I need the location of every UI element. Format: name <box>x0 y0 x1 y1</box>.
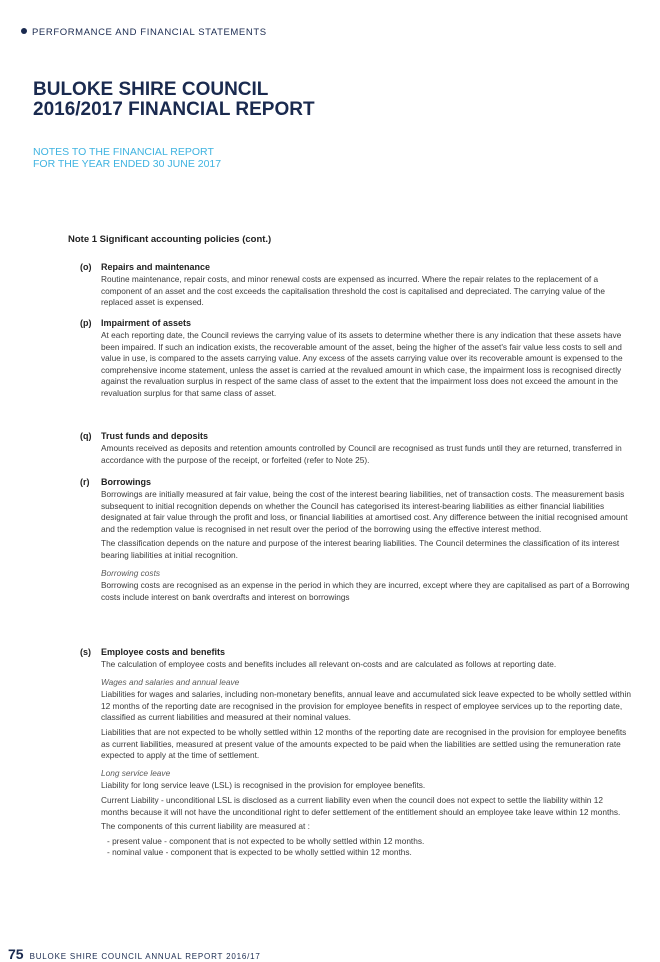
list-item: - nominal value - component that is expected to be wholly settled within 12 months. <box>107 847 412 858</box>
section-paragraph: Liabilities that are not expected to be wholly settled within 12 months of the reporting date are recognised in the provision for employee benefits as current liabilities, measured at present value of the amounts expected to be paid when the liabilities are settled using the remuneration rate expected to apply at the time of settlement. <box>101 726 627 761</box>
section-paragraph: Borrowings are initially measured at fair value, being the cost of the interest bearing liabilities, net of transaction costs. The measurement basis subsequent to initial recognition depends on whether the Council has categorised its interest-bearing liabilities as either financial liabilities designated at fair value through the profit and loss, or financial liabilities at amortised cost. Any difference between the initial recognised amount and the redemption value is recognised in net result over the period of the borrowing using the effective interest method. <box>101 489 628 534</box>
section-paragraph: The components of this current liability are measured at : <box>101 821 310 832</box>
report-title <box>33 80 315 120</box>
report-subtitle-line2: FOR THE YEAR ENDED 30 JUNE 2017 <box>33 158 222 170</box>
running-head-text: PERFORMANCE AND FINANCIAL STATEMENTS <box>32 27 267 38</box>
section-heading: Repairs and maintenance <box>101 262 211 272</box>
section-letter: (q) <box>80 431 92 441</box>
section-paragraph: The classification depends on the nature and purpose of the interest bearing liabilities. The Council determines the classification of its interest bearing liabilities at initial recognition. <box>101 538 620 560</box>
list-item: - present value - component that is not expected to be wholly settled within 12 months. <box>107 835 425 846</box>
section-paragraph: Borrowing costs are recognised as an expense in the period in which they are incurred, except where they are capitalised as part of a Borrowing costs include interest on bank overdrafts and interest on borrowings <box>101 580 630 602</box>
section-paragraph: Routine maintenance, repair costs, and minor renewal costs are expensed as incurred. Where the repair relates to the replacement of a component of an asset and the cost exceeds the capitalisation threshold the cost is capitalised and depreciated. The carrying value of the replaced asset is expensed. <box>101 274 605 308</box>
section-trust-funds <box>80 431 632 477</box>
footer-text: BULOKE SHIRE COUNCIL ANNUAL REPORT 2016/17 <box>29 952 261 961</box>
section-subheading: Wages and salaries and annual leave <box>101 676 240 687</box>
section-letter: (o) <box>80 262 92 272</box>
section-paragraph: The calculation of employee costs and benefits includes all relevant on-costs and are calculated as follows at reporting date. <box>101 659 557 669</box>
section-heading: Impairment of assets <box>101 318 192 328</box>
section-paragraph: Current Liability - unconditional LSL is disclosed as a current liability even when the council does not expect to settle the liability within 12 months because it will not have the unconditional right to defer settlement of the entitlement should an employee take leave within 12 months. <box>101 794 621 817</box>
section-subheading: Long service leave <box>101 767 171 778</box>
page-footer <box>8 946 261 962</box>
section-paragraph: Liability for long service leave (LSL) is recognised in the provision for employee benefits. <box>101 780 426 791</box>
section-paragraph: Amounts received as deposits and retention amounts controlled by Council are recognised as trust funds until they are returned, transferred in accordance with the purpose of the receipt, or forfeited (refer to Note 25). <box>101 443 622 465</box>
page-number: 75 <box>8 946 24 962</box>
report-subtitle <box>33 146 221 170</box>
section-letter: (p) <box>80 318 92 328</box>
report-subtitle-line1: NOTES TO THE FINANCIAL REPORT <box>33 146 214 158</box>
section-employee-costs <box>80 647 632 859</box>
section-heading: Employee costs and benefits <box>101 647 226 657</box>
section-borrowings <box>80 477 632 647</box>
section-letter: (r) <box>80 477 90 487</box>
section-paragraph: Liabilities for wages and salaries, including non-monetary benefits, annual leave and accumulated sick leave expected to be wholly settled within 12 months of the reporting date are recognised in the provision for employee benefits in respect of employee services up to the reporting date, classified as current liabilities and measured at their nominal values. <box>101 689 631 723</box>
section-heading: Trust funds and deposits <box>101 431 209 441</box>
report-title-line1: BULOKE SHIRE COUNCIL <box>33 79 269 100</box>
section-repairs-maintenance <box>80 262 632 318</box>
section-paragraph: At each reporting date, the Council reviews the carrying value of its assets to determine whether there is any indication that these assets have been impaired. If such an indication exists, the recoverable amount of the asset, being the higher of the asset's fair value less costs to sell and value in use, is compared to the assets carrying value. Any excess of the assets carrying value over its recoverable amount is expensed to the comprehensive income statement, unless the asset is carried at the revalued amount in which case, the impairment loss is recognised directly against the revaluation surplus in respect of the same class of asset to the extent that the impairment loss does not exceed the amount in the revaluation surplus for that same class of asset. <box>101 330 623 398</box>
section-letter: (s) <box>80 647 91 657</box>
section-subheading: Borrowing costs <box>101 567 161 578</box>
section-heading: Borrowings <box>101 477 152 487</box>
section-impairment-assets <box>80 318 632 431</box>
components-list <box>101 836 632 859</box>
bullet-dot-icon <box>21 28 27 34</box>
note-heading: Note 1 Significant accounting policies (cont.) <box>68 234 272 245</box>
running-head <box>21 27 267 38</box>
report-title-line2: 2016/2017 FINANCIAL REPORT <box>33 99 315 120</box>
notes-content <box>80 262 632 859</box>
